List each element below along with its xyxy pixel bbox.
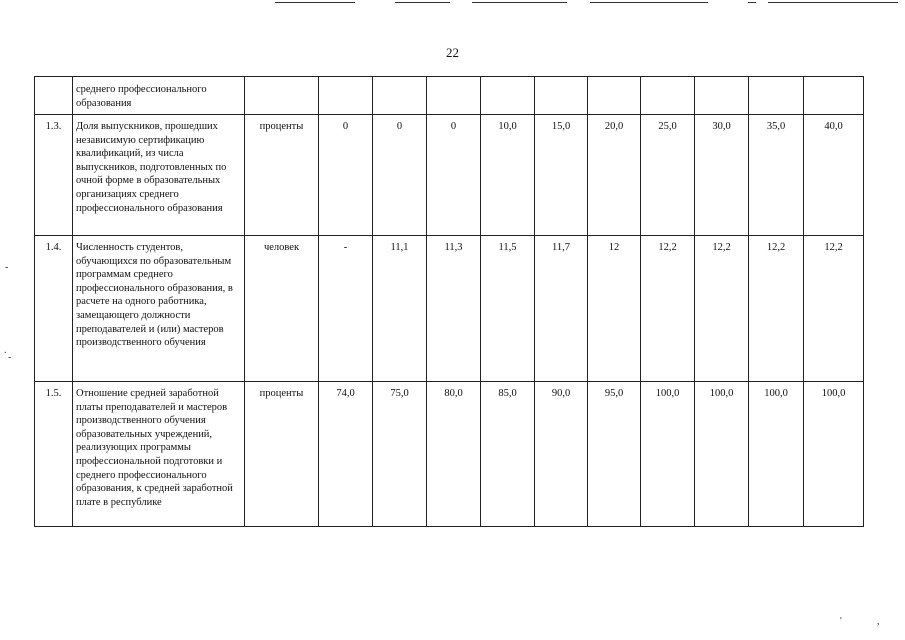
value-cell: 12,2	[641, 236, 695, 382]
scan-speck: -	[8, 352, 12, 363]
table-row	[35, 236, 864, 382]
value-cell: 75,0	[373, 382, 427, 527]
value-cell: 74,0	[319, 382, 373, 527]
value-cell: 11,7	[535, 236, 588, 382]
page-number: 22	[446, 45, 459, 60]
row-number	[35, 77, 73, 115]
unit-cell: проценты	[245, 115, 319, 236]
row-number: 1.3.	[35, 115, 73, 236]
value-cell: 0	[427, 115, 481, 236]
value-cell: 11,5	[481, 236, 535, 382]
value-cell	[373, 77, 427, 115]
table-row	[35, 382, 864, 527]
value-cell: 100,0	[804, 382, 864, 527]
value-cell: 11,3	[427, 236, 481, 382]
value-cell: 90,0	[535, 382, 588, 527]
value-cell	[641, 77, 695, 115]
value-cell: 0	[319, 115, 373, 236]
indicator-name: Численность студентов, обучающихся по образовательным программам среднего профессионального образования, в расчете на одного работника, замещающего должности преподавателей и (или) мастеров производственного обучения	[73, 236, 245, 382]
value-cell: 35,0	[749, 115, 804, 236]
value-cell: 25,0	[641, 115, 695, 236]
value-cell: -	[319, 236, 373, 382]
row-number: 1.5.	[35, 382, 73, 527]
table-row	[35, 115, 864, 236]
value-cell: 12,2	[749, 236, 804, 382]
value-cell: 100,0	[695, 382, 749, 527]
value-cell: 85,0	[481, 382, 535, 527]
value-cell	[804, 77, 864, 115]
unit-cell	[245, 77, 319, 115]
value-cell: 80,0	[427, 382, 481, 527]
value-cell: 11,1	[373, 236, 427, 382]
table-row	[35, 77, 864, 115]
scan-speck: .	[4, 345, 7, 356]
unit-cell: человек	[245, 236, 319, 382]
value-cell	[481, 77, 535, 115]
value-cell: 30,0	[695, 115, 749, 236]
scan-speck: '	[840, 616, 842, 627]
value-cell: 10,0	[481, 115, 535, 236]
value-cell	[749, 77, 804, 115]
value-cell	[427, 77, 481, 115]
value-cell: 12,2	[804, 236, 864, 382]
value-cell: 100,0	[749, 382, 804, 527]
indicator-name: Доля выпускников, прошедших независимую сертификацию квалификаций, из числа выпускников, подготовленных по очной форме в образовательных организациях среднего профессионального образования	[73, 115, 245, 236]
indicator-name: среднего профессионального образования	[73, 77, 245, 115]
unit-cell: проценты	[245, 382, 319, 527]
value-cell: 15,0	[535, 115, 588, 236]
value-cell	[535, 77, 588, 115]
value-cell: 40,0	[804, 115, 864, 236]
value-cell: 0	[373, 115, 427, 236]
row-number: 1.4.	[35, 236, 73, 382]
value-cell: 100,0	[641, 382, 695, 527]
scan-speck: -	[5, 262, 9, 273]
indicators-table	[34, 76, 864, 527]
value-cell: 12,2	[695, 236, 749, 382]
value-cell	[588, 77, 641, 115]
value-cell	[695, 77, 749, 115]
indicator-name: Отношение средней заработной платы преподавателей и мастеров производственного обучения образовательных учреждений, реализующих программы профессиональной подготовки и среднего профессионального образования, к средней заработной плате в республике	[73, 382, 245, 527]
value-cell: 20,0	[588, 115, 641, 236]
value-cell: 95,0	[588, 382, 641, 527]
scan-speck: ,	[877, 616, 880, 627]
value-cell: 12	[588, 236, 641, 382]
scan-edge-marks	[0, 0, 905, 8]
value-cell	[319, 77, 373, 115]
